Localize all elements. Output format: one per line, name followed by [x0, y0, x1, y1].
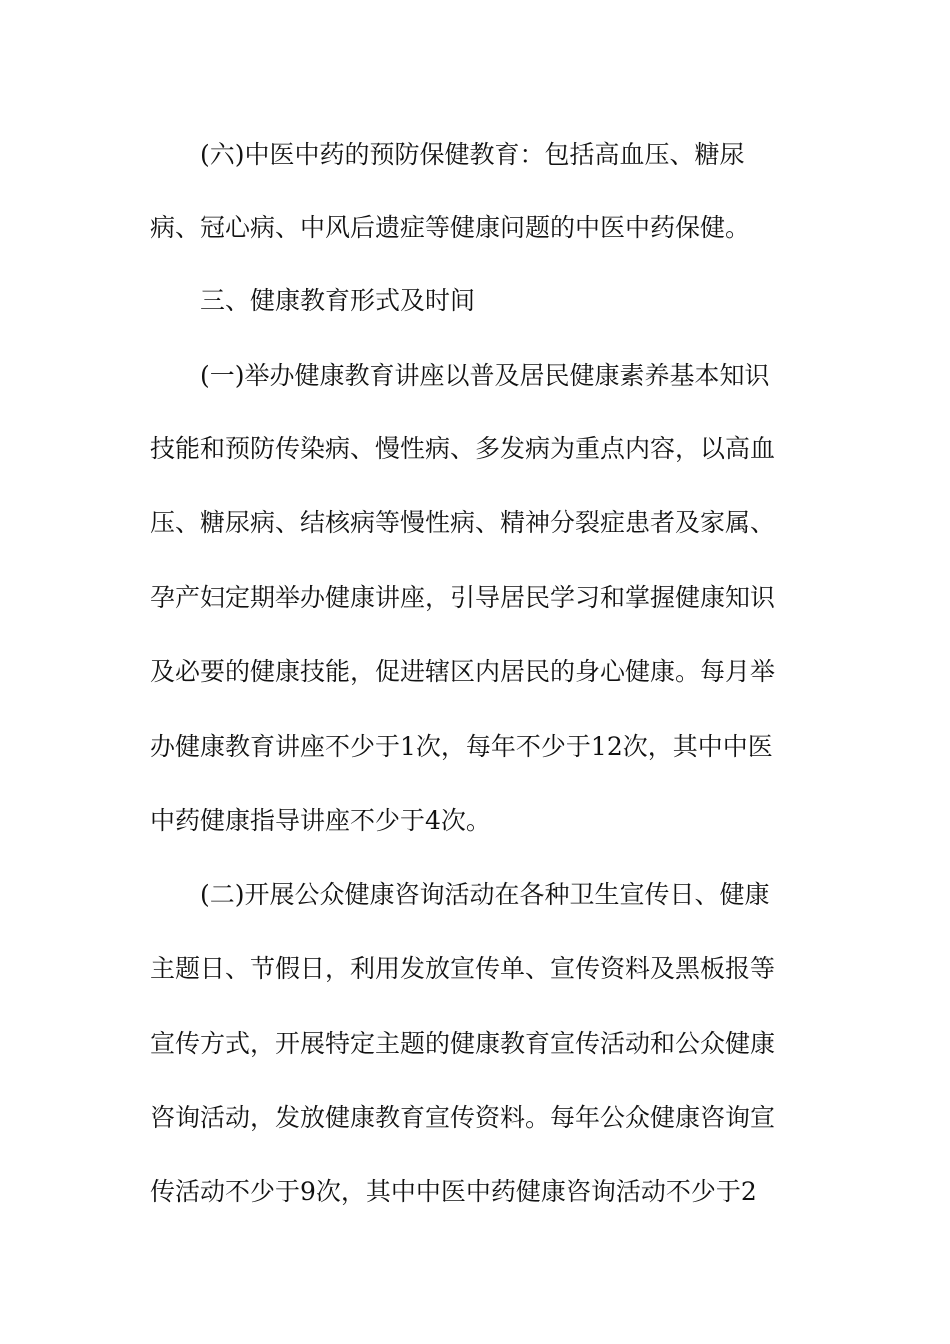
paragraph-line: 咨询活动，发放健康教育宣传资料。每年公众健康咨询宣: [150, 1103, 776, 1132]
paragraph-line: 中药健康指导讲座不少于4次。: [150, 806, 491, 835]
paragraph-line: (一)举办健康教育讲座以普及居民健康素养基本知识: [200, 361, 770, 390]
paragraph-line: 病、冠心病、中风后遗症等健康问题的中医中药保健。: [150, 213, 751, 242]
paragraph-line: 压、糖尿病、结核病等慢性病、精神分裂症患者及家属、: [150, 508, 776, 537]
paragraph-line: 技能和预防传染病、慢性病、多发病为重点内容，以高血: [150, 434, 776, 463]
paragraph-line: 宣传方式，开展特定主题的健康教育宣传活动和公众健康: [150, 1029, 776, 1058]
paragraph-line: 及必要的健康技能，促进辖区内居民的身心健康。每月举: [150, 657, 776, 686]
paragraph-line: 办健康教育讲座不少于1次，每年不少于12次，其中中医: [150, 732, 773, 761]
paragraph-line: (六)中医中药的预防保健教育：包括高血压、糖尿: [200, 140, 745, 169]
paragraph-line: 孕产妇定期举办健康讲座，引导居民学习和掌握健康知识: [150, 583, 776, 612]
paragraph-line: (二)开展公众健康咨询活动在各种卫生宣传日、健康: [200, 880, 770, 909]
paragraph-line: 传活动不少于9次，其中中医中药健康咨询活动不少于2: [150, 1177, 757, 1206]
paragraph-line: 主题日、节假日，利用发放宣传单、宣传资料及黑板报等: [150, 954, 776, 983]
section-heading: 三、健康教育形式及时间: [200, 286, 476, 315]
